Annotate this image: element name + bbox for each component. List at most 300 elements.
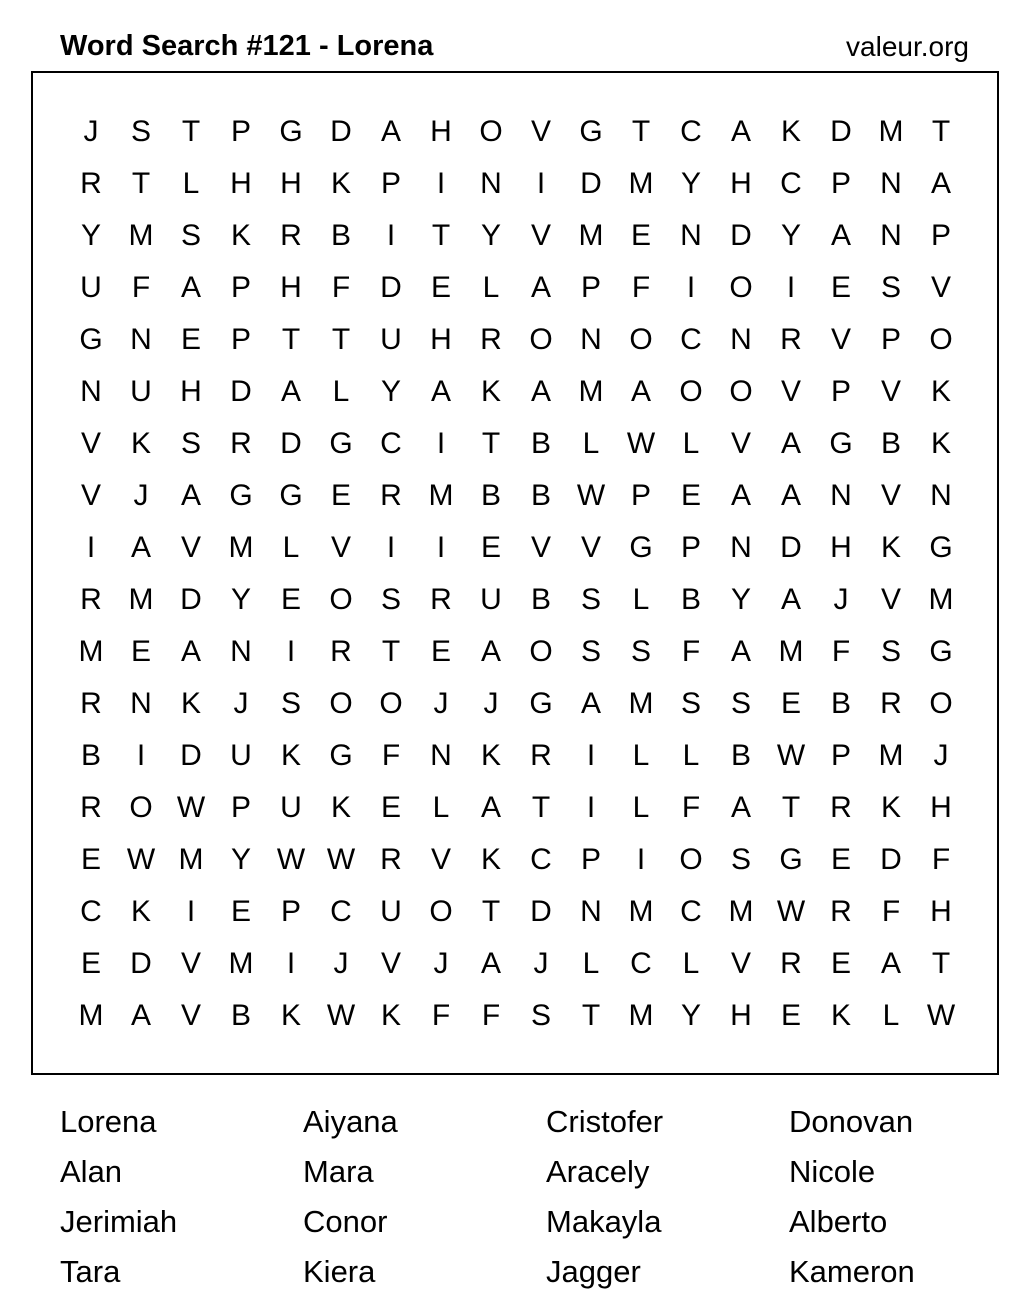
grid-letter: V — [880, 583, 901, 616]
grid-letter: F — [831, 635, 851, 668]
grid-letter: U — [230, 739, 252, 772]
grid-letter: E — [230, 895, 251, 928]
grid-letter: R — [780, 947, 802, 980]
grid-letter: R — [80, 687, 102, 720]
grid-letter: U — [480, 583, 502, 616]
grid-letter: C — [330, 895, 352, 928]
word-list-item: Jerimiah — [60, 1204, 178, 1239]
grid-letter: I — [386, 219, 396, 252]
grid-letter: J — [533, 947, 549, 980]
grid-letter: L — [582, 947, 600, 980]
grid-letter: O — [729, 271, 753, 304]
grid-letter: W — [326, 999, 356, 1032]
grid-letter: Y — [730, 583, 751, 616]
grid-letter: M — [128, 219, 154, 252]
grid-letter: A — [480, 947, 501, 980]
grid-letter: P — [880, 323, 901, 356]
grid-letter: Y — [380, 375, 401, 408]
grid-letter: E — [280, 583, 301, 616]
grid-letter: A — [180, 635, 201, 668]
grid-letter: N — [130, 687, 152, 720]
grid-letter: V — [380, 947, 401, 980]
grid-letter: L — [682, 427, 700, 460]
grid-letter: N — [430, 739, 452, 772]
grid-letter: O — [129, 791, 153, 824]
grid-letter: K — [280, 999, 301, 1032]
grid-letter: V — [530, 531, 551, 564]
word-list-item: Kameron — [789, 1254, 915, 1289]
grid-letter: H — [430, 323, 452, 356]
grid-letter: A — [180, 479, 201, 512]
grid-letter: P — [380, 167, 401, 200]
grid-letter: C — [680, 323, 702, 356]
grid-letter: R — [330, 635, 352, 668]
grid-letter: J — [833, 583, 849, 616]
grid-letter: M — [628, 895, 654, 928]
grid-letter: S — [730, 843, 751, 876]
grid-letter: I — [586, 791, 596, 824]
grid-letter: U — [80, 271, 102, 304]
word-list-item: Alan — [60, 1154, 123, 1189]
grid-letter: N — [830, 479, 852, 512]
grid-letter: T — [931, 115, 951, 148]
grid-letter: E — [330, 479, 351, 512]
word-list-item: Mara — [303, 1154, 374, 1189]
grid-letter: W — [176, 791, 206, 824]
grid-letter: G — [929, 531, 953, 564]
grid-letter: R — [830, 791, 852, 824]
grid-letter: K — [280, 739, 301, 772]
grid-letter: U — [280, 791, 302, 824]
grid-letter: G — [279, 115, 303, 148]
word-list-item: Alberto — [789, 1204, 888, 1239]
grid-letter: V — [780, 375, 801, 408]
grid-letter: V — [730, 427, 751, 460]
grid-letter: E — [780, 999, 801, 1032]
grid-letter: M — [228, 531, 254, 564]
grid-letter: P — [230, 323, 251, 356]
grid-letter: S — [530, 999, 551, 1032]
grid-letter: J — [933, 739, 949, 772]
grid-letter: B — [830, 687, 851, 720]
grid-letter: R — [880, 687, 902, 720]
grid-letter: Y — [80, 219, 101, 252]
grid-letter: R — [80, 583, 102, 616]
grid-letter: A — [630, 375, 651, 408]
grid-letter: L — [582, 427, 600, 460]
grid-letter: T — [281, 323, 301, 356]
grid-letter: F — [681, 791, 701, 824]
grid-letter: L — [432, 791, 450, 824]
grid-letter: V — [530, 115, 551, 148]
word-list-item: Nicole — [789, 1154, 876, 1189]
grid-letter: K — [480, 739, 501, 772]
grid-letter: F — [431, 999, 451, 1032]
grid-letter: N — [130, 323, 152, 356]
grid-letter: A — [430, 375, 451, 408]
grid-letter: I — [436, 167, 446, 200]
grid-letter: T — [581, 999, 601, 1032]
grid-letter: K — [130, 895, 151, 928]
grid-letter: A — [480, 791, 501, 824]
grid-letter: L — [632, 739, 650, 772]
grid-letter: P — [580, 271, 601, 304]
grid-letter: O — [529, 323, 553, 356]
grid-letter: M — [878, 115, 904, 148]
grid-letter: A — [280, 375, 301, 408]
grid-letter: M — [428, 479, 454, 512]
grid-letter: G — [629, 531, 653, 564]
grid-letter: N — [480, 167, 502, 200]
site-name: valeur.org — [846, 31, 969, 62]
grid-letter: S — [630, 635, 651, 668]
grid-letter: V — [330, 531, 351, 564]
grid-letter: I — [436, 427, 446, 460]
grid-letter: J — [483, 687, 499, 720]
grid-letter: D — [230, 375, 252, 408]
grid-letter: P — [580, 843, 601, 876]
grid-letter: K — [480, 375, 501, 408]
grid-letter: T — [431, 219, 451, 252]
grid-letter: R — [380, 843, 402, 876]
grid-letter: F — [381, 739, 401, 772]
grid-letter: O — [679, 375, 703, 408]
grid-letter: E — [80, 843, 101, 876]
grid-letter: I — [786, 271, 796, 304]
grid-letter: O — [379, 687, 403, 720]
grid-letter: E — [680, 479, 701, 512]
grid-letter: S — [130, 115, 151, 148]
grid-letter: S — [580, 635, 601, 668]
grid-letter: I — [586, 739, 596, 772]
grid-letter: M — [178, 843, 204, 876]
grid-letter: J — [233, 687, 249, 720]
grid-letter: T — [931, 947, 951, 980]
word-list-item: Kiera — [303, 1254, 376, 1289]
word-list-item: Makayla — [546, 1204, 662, 1239]
grid-letter: A — [530, 375, 551, 408]
grid-letter: N — [680, 219, 702, 252]
grid-letter: F — [131, 271, 151, 304]
grid-letter: A — [580, 687, 601, 720]
grid-letter: C — [630, 947, 652, 980]
grid-letter: V — [930, 271, 951, 304]
grid-letter: C — [530, 843, 552, 876]
grid-letter: N — [930, 479, 952, 512]
grid-letter: B — [230, 999, 251, 1032]
letter-grid — [66, 106, 966, 1042]
grid-letter: M — [778, 635, 804, 668]
grid-letter: H — [230, 167, 252, 200]
grid-letter: E — [480, 531, 501, 564]
grid-letter: D — [380, 271, 402, 304]
grid-letter: H — [280, 271, 302, 304]
grid-letter: H — [830, 531, 852, 564]
grid-letter: H — [180, 375, 202, 408]
grid-letter: A — [530, 271, 551, 304]
grid-letter: O — [929, 323, 953, 356]
grid-letter: A — [730, 479, 751, 512]
grid-letter: N — [880, 167, 902, 200]
grid-letter: V — [530, 219, 551, 252]
grid-letter: S — [680, 687, 701, 720]
grid-letter: G — [829, 427, 853, 460]
grid-letter: E — [380, 791, 401, 824]
word-list-item: Aiyana — [303, 1104, 398, 1139]
grid-letter: C — [780, 167, 802, 200]
grid-letter: F — [881, 895, 901, 928]
grid-letter: L — [282, 531, 300, 564]
grid-letter: G — [929, 635, 953, 668]
grid-letter: G — [779, 843, 803, 876]
grid-letter: Y — [680, 999, 701, 1032]
grid-letter: G — [329, 427, 353, 460]
grid-letter: Y — [230, 583, 251, 616]
grid-letter: U — [380, 895, 402, 928]
grid-letter: W — [326, 843, 356, 876]
grid-letter: M — [578, 375, 604, 408]
grid-letter: H — [930, 895, 952, 928]
grid-letter: E — [430, 635, 451, 668]
grid-letter: P — [280, 895, 301, 928]
grid-letter: E — [630, 219, 651, 252]
letter-grid-frame — [31, 71, 999, 1075]
grid-letter: S — [580, 583, 601, 616]
word-list-item: Donovan — [789, 1104, 914, 1139]
grid-letter: K — [930, 427, 951, 460]
grid-letter: Y — [780, 219, 801, 252]
grid-letter: A — [780, 479, 801, 512]
grid-letter: O — [629, 323, 653, 356]
grid-letter: N — [880, 219, 902, 252]
grid-letter: M — [628, 999, 654, 1032]
grid-letter: D — [780, 531, 802, 564]
grid-letter: E — [830, 271, 851, 304]
grid-letter: V — [730, 947, 751, 980]
grid-letter: W — [626, 427, 656, 460]
grid-letter: G — [329, 739, 353, 772]
grid-letter: E — [830, 843, 851, 876]
grid-letter: O — [679, 843, 703, 876]
grid-letter: I — [386, 531, 396, 564]
grid-letter: W — [776, 895, 806, 928]
grid-letter: H — [930, 791, 952, 824]
grid-letter: E — [130, 635, 151, 668]
grid-letter: J — [333, 947, 349, 980]
grid-letter: A — [780, 427, 801, 460]
grid-letter: M — [628, 167, 654, 200]
grid-letter: T — [781, 791, 801, 824]
grid-letter: A — [880, 947, 901, 980]
grid-letter: T — [131, 167, 151, 200]
grid-letter: A — [930, 167, 951, 200]
grid-letter: I — [286, 947, 296, 980]
grid-letter: K — [780, 115, 801, 148]
grid-letter: K — [130, 427, 151, 460]
grid-letter: S — [380, 583, 401, 616]
word-list-item: Lorena — [60, 1104, 157, 1139]
grid-letter: N — [580, 895, 602, 928]
word-list — [60, 1100, 1030, 1300]
grid-letter: E — [830, 947, 851, 980]
grid-letter: K — [930, 375, 951, 408]
grid-letter: U — [130, 375, 152, 408]
grid-letter: I — [536, 167, 546, 200]
grid-letter: M — [78, 635, 104, 668]
grid-letter: P — [630, 479, 651, 512]
grid-letter: I — [86, 531, 96, 564]
grid-letter: W — [776, 739, 806, 772]
grid-letter: N — [580, 323, 602, 356]
grid-letter: R — [530, 739, 552, 772]
grid-letter: E — [430, 271, 451, 304]
grid-letter: M — [128, 583, 154, 616]
grid-letter: R — [780, 323, 802, 356]
grid-letter: F — [681, 635, 701, 668]
grid-letter: R — [80, 167, 102, 200]
grid-letter: K — [480, 843, 501, 876]
grid-letter: M — [728, 895, 754, 928]
grid-letter: S — [730, 687, 751, 720]
grid-letter: J — [133, 479, 149, 512]
grid-letter: M — [228, 947, 254, 980]
grid-letter: H — [280, 167, 302, 200]
grid-letter: Y — [680, 167, 701, 200]
grid-letter: J — [433, 947, 449, 980]
grid-letter: L — [682, 947, 700, 980]
grid-letter: I — [136, 739, 146, 772]
grid-letter: B — [530, 583, 551, 616]
word-list-item: Aracely — [546, 1154, 650, 1189]
grid-letter: C — [80, 895, 102, 928]
grid-letter: G — [529, 687, 553, 720]
grid-letter: I — [436, 531, 446, 564]
grid-letter: I — [286, 635, 296, 668]
grid-letter: B — [730, 739, 751, 772]
grid-letter: V — [580, 531, 601, 564]
grid-letter: O — [529, 635, 553, 668]
grid-letter: K — [330, 167, 351, 200]
word-list-item: Tara — [60, 1254, 121, 1289]
grid-letter: D — [530, 895, 552, 928]
grid-letter: L — [332, 375, 350, 408]
grid-letter: M — [928, 583, 954, 616]
grid-letter: K — [880, 791, 901, 824]
grid-letter: H — [730, 999, 752, 1032]
grid-letter: I — [636, 843, 646, 876]
grid-letter: K — [330, 791, 351, 824]
grid-letter: S — [180, 219, 201, 252]
grid-letter: S — [180, 427, 201, 460]
grid-letter: V — [880, 479, 901, 512]
grid-letter: D — [580, 167, 602, 200]
grid-letter: D — [730, 219, 752, 252]
grid-letter: D — [130, 947, 152, 980]
grid-letter: A — [830, 219, 851, 252]
grid-letter: E — [180, 323, 201, 356]
grid-letter: V — [180, 947, 201, 980]
grid-letter: V — [830, 323, 851, 356]
grid-letter: R — [380, 479, 402, 512]
grid-letter: F — [331, 271, 351, 304]
grid-letter: M — [78, 999, 104, 1032]
grid-letter: V — [430, 843, 451, 876]
grid-letter: T — [181, 115, 201, 148]
grid-letter: A — [130, 999, 151, 1032]
grid-letter: T — [531, 791, 551, 824]
grid-letter: H — [430, 115, 452, 148]
grid-letter: U — [380, 323, 402, 356]
grid-letter: A — [730, 635, 751, 668]
grid-letter: B — [330, 219, 351, 252]
grid-letter: R — [830, 895, 852, 928]
grid-letter: V — [180, 999, 201, 1032]
grid-letter: B — [880, 427, 901, 460]
grid-letter: A — [780, 583, 801, 616]
word-list-item: Jagger — [546, 1254, 641, 1289]
grid-letter: N — [730, 531, 752, 564]
grid-letter: T — [331, 323, 351, 356]
grid-letter: K — [880, 531, 901, 564]
grid-letter: R — [480, 323, 502, 356]
grid-letter: S — [280, 687, 301, 720]
grid-letter: P — [230, 791, 251, 824]
grid-letter: K — [180, 687, 201, 720]
grid-letter: P — [830, 739, 851, 772]
grid-letter: F — [481, 999, 501, 1032]
grid-letter: J — [433, 687, 449, 720]
grid-letter: G — [79, 323, 103, 356]
grid-letter: P — [830, 167, 851, 200]
grid-letter: O — [479, 115, 503, 148]
grid-letter: T — [481, 895, 501, 928]
grid-letter: L — [632, 583, 650, 616]
grid-letter: A — [380, 115, 401, 148]
grid-letter: B — [530, 427, 551, 460]
grid-letter: L — [882, 999, 900, 1032]
grid-letter: I — [686, 271, 696, 304]
grid-letter: B — [480, 479, 501, 512]
grid-letter: G — [579, 115, 603, 148]
grid-letter: V — [180, 531, 201, 564]
grid-letter: A — [130, 531, 151, 564]
grid-letter: D — [880, 843, 902, 876]
word-list-item: Cristofer — [546, 1104, 664, 1139]
grid-letter: Y — [230, 843, 251, 876]
grid-letter: P — [680, 531, 701, 564]
grid-letter: W — [126, 843, 156, 876]
grid-letter: O — [929, 687, 953, 720]
grid-letter: L — [632, 791, 650, 824]
grid-letter: B — [80, 739, 101, 772]
grid-letter: G — [279, 479, 303, 512]
grid-letter: W — [576, 479, 606, 512]
grid-letter: V — [80, 427, 101, 460]
grid-letter: O — [729, 375, 753, 408]
grid-letter: O — [329, 687, 353, 720]
grid-letter: N — [230, 635, 252, 668]
grid-letter: L — [182, 167, 200, 200]
grid-letter: Y — [480, 219, 501, 252]
grid-letter: C — [680, 115, 702, 148]
grid-letter: D — [280, 427, 302, 460]
grid-letter: N — [80, 375, 102, 408]
grid-letter: K — [830, 999, 851, 1032]
grid-letter: C — [680, 895, 702, 928]
grid-letter: R — [230, 427, 252, 460]
grid-letter: W — [276, 843, 306, 876]
grid-letter: D — [830, 115, 852, 148]
